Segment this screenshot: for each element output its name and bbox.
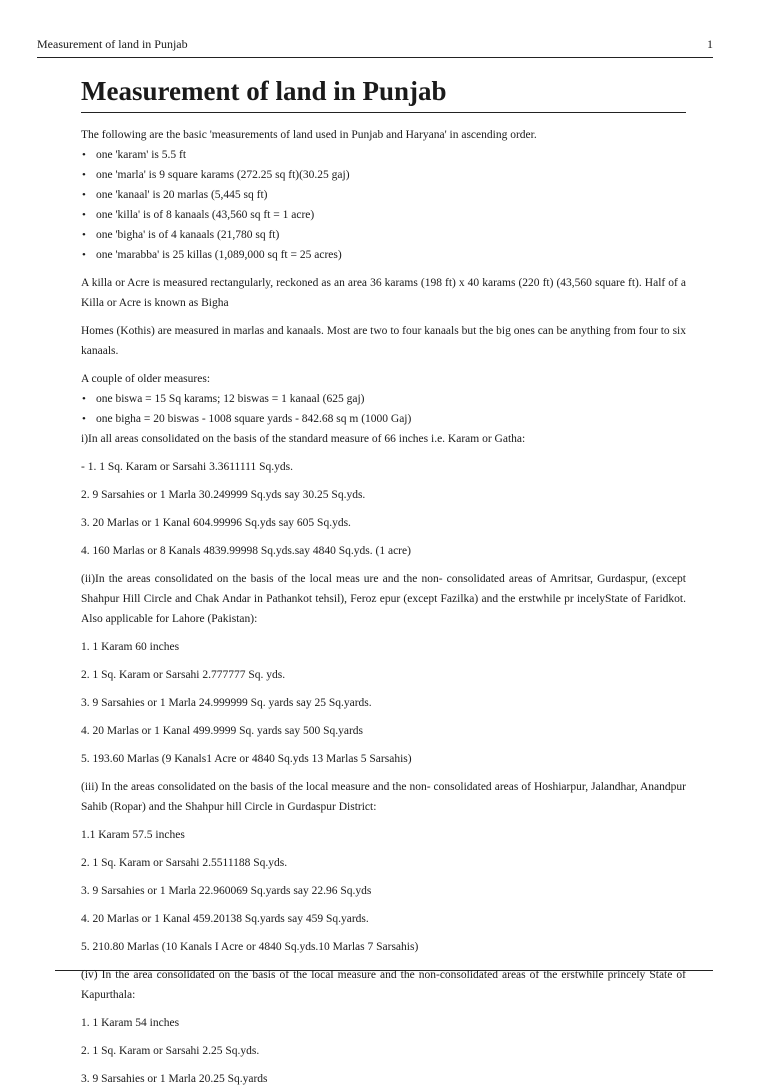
intro-paragraph: The following are the basic 'measurements of land used in Punjab and Haryana' in ascending order. [81,129,537,141]
list-item: • one 'kanaal' is 20 marlas (5,445 sq ft) [81,185,686,205]
list-item: • one 'marla' is 9 square karams (272.25 sq ft)(30.25 gaj) [81,165,686,185]
section-iii-line: 5. 210.80 Marlas (10 Kanals I Acre or 4840 Sq.yds.10 Marlas 7 Sarsahis) [81,941,419,953]
section-ii-heading: (ii)In the areas consolidated on the basis of the local meas ure and the non- consolidated areas of Amritsar, Gurdaspur, (except Shahpur Hill Circle and Chak Andar in Pathankot tehsil), Feroz epur (except Fazilka) and the erstwhile pr incelyState of Faridkot. Also applicable for Lahore (Pakistan): [81,573,686,625]
section-iii-line: 2. 1 Sq. Karam or Sarsahi 2.5511188 Sq.yds. [81,857,288,869]
page-number: 1 [707,37,713,51]
section-iv-heading: (iv) In the area consolidated on the basis of the local measure and the non-consolidated areas of the erstwhile princely State of Kapurthala: [81,969,686,1001]
section-i-line: - 1. 1 Sq. Karam or Sarsahi 3.3611111 Sq.yds. [81,461,293,473]
homes-paragraph: Homes (Kothis) are measured in marlas and kanaals. Most are two to four kanaals but the big ones can be anything from four to six kanaals. [81,325,686,357]
list-item: • one biswa = 15 Sq karams; 12 biswas = 1 kanaal (625 gaj) [81,389,686,409]
section-i-heading: i)In all areas consolidated on the basis of the standard measure of 66 inches i.e. Karam or Gatha: [81,433,526,445]
section-ii-line: 2. 1 Sq. Karam or Sarsahi 2.777777 Sq. yds. [81,669,286,681]
list-item: • one 'karam' is 5.5 ft [81,145,686,165]
killa-paragraph: A killa or Acre is measured rectangularly, reckoned as an area 36 karams (198 ft) x 40 karams (220 ft) (43,560 square ft). Half of a Killa or Acre is known as Bigha [81,277,686,309]
section-i-line: 3. 20 Marlas or 1 Kanal 604.99996 Sq.yds say 605 Sq.yds. [81,517,351,529]
list-item: • one bigha = 20 biswas - 1008 square yards - 842.68 sq m (1000 Gaj) [81,409,686,429]
section-ii-line: 1. 1 Karam 60 inches [81,641,180,653]
list-item: • one 'bigha' is of 4 kanaals (21,780 sq ft) [81,225,686,245]
article-body [81,72,686,1089]
section-iii-line: 1.1 Karam 57.5 inches [81,829,185,841]
section-iv-line: 3. 9 Sarsahies or 1 Marla 20.25 Sq.yards [81,1073,268,1085]
section-ii-line: 4. 20 Marlas or 1 Kanal 499.9999 Sq. yards say 500 Sq.yards [81,725,364,737]
section-iii-line: 3. 9 Sarsahies or 1 Marla 22.960069 Sq.yards say 22.96 Sq.yds [81,885,372,897]
list-item: • one 'killa' is of 8 kanaals (43,560 sq ft = 1 acre) [81,205,686,225]
section-i-line: 2. 9 Sarsahies or 1 Marla 30.249999 Sq.yds say 30.25 Sq.yds. [81,489,366,501]
section-iv-line: 2. 1 Sq. Karam or Sarsahi 2.25 Sq.yds. [81,1045,260,1057]
footer-rule [55,970,713,971]
section-iii-heading: (iii) In the areas consolidated on the basis of the local measure and the non- consolidated areas of Hoshiarpur, Jalandhar, Anandpur Sahib (Ropar) and the Shahpur hill Circle in Gurdaspur District: [81,781,686,813]
running-header-title: Measurement of land in Punjab [37,37,188,51]
section-i-line: 4. 160 Marlas or 8 Kanals 4839.99998 Sq.yds.say 4840 Sq.yds. (1 acre) [81,545,411,557]
section-iv-line: 1. 1 Karam 54 inches [81,1017,180,1029]
section-ii-line: 3. 9 Sarsahies or 1 Marla 24.999999 Sq. yards say 25 Sq.yards. [81,697,372,709]
list-item: • one 'marabba' is 25 killas (1,089,000 sq ft = 25 acres) [81,245,686,265]
section-iii-line: 4. 20 Marlas or 1 Kanal 459.20138 Sq.yards say 459 Sq.yards. [81,913,369,925]
section-ii-line: 5. 193.60 Marlas (9 Kanals1 Acre or 4840 Sq.yds 13 Marlas 5 Sarsahis) [81,753,412,765]
older-measures-intro: A couple of older measures: [81,373,211,385]
older-measures-list [81,389,686,429]
page-title: Measurement of land in Punjab [81,72,686,113]
running-header [37,37,713,58]
basic-measures-list [81,145,686,265]
